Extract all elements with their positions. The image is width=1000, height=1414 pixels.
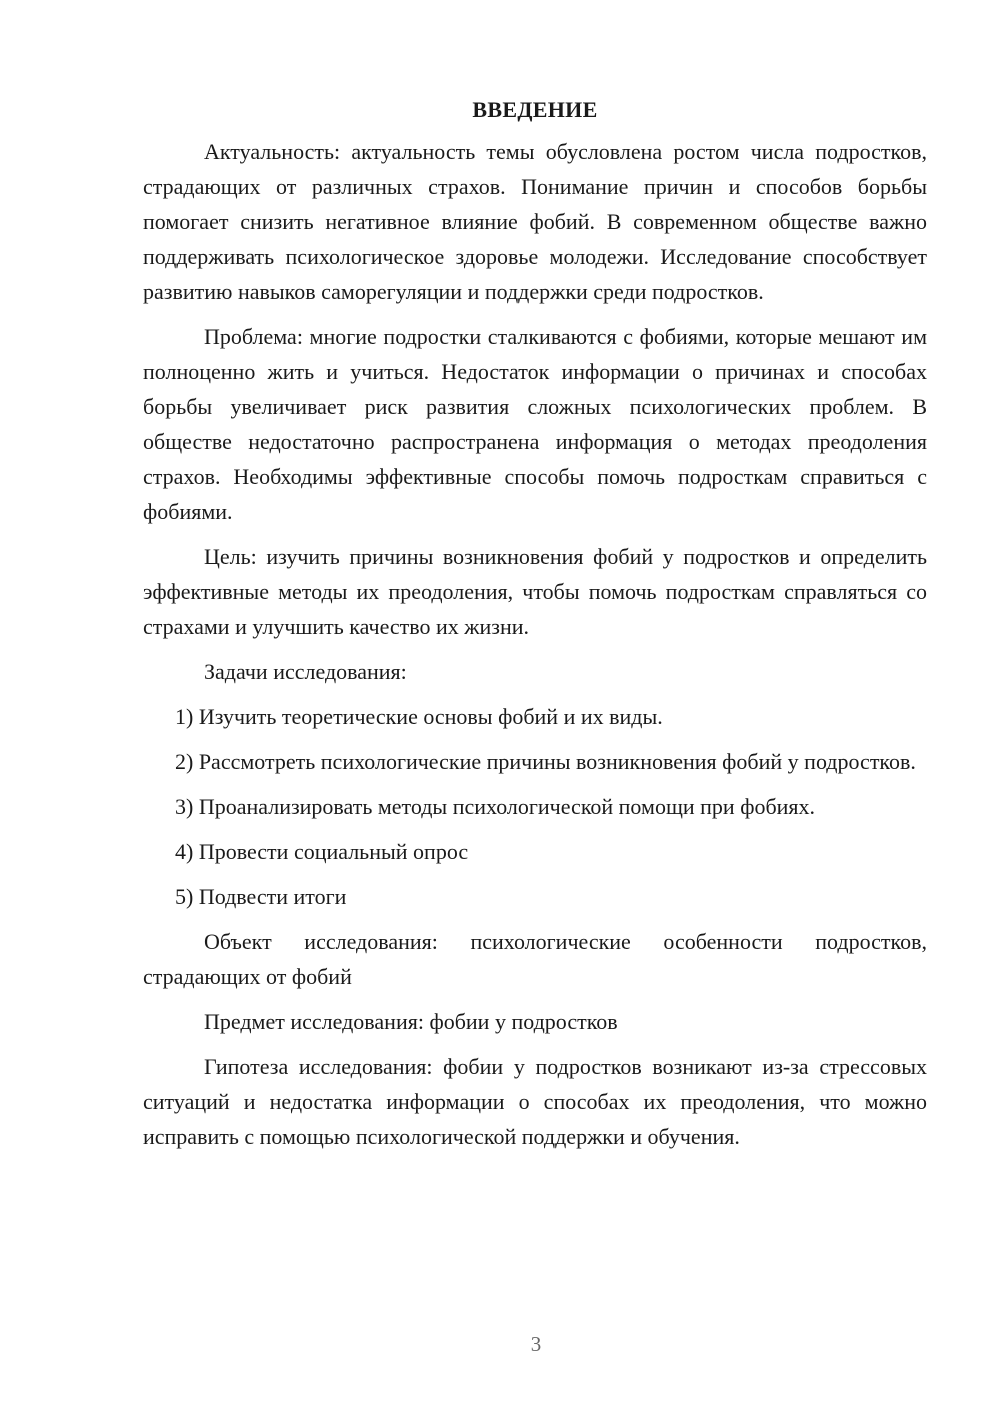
paragraph-hypothesis: Гипотеза исследования: фобии у подростков возникают из-за стрессовых ситуаций и недостатка информации о способах их преодоления, что можно исправить с помощью психологической поддержки и обучения. bbox=[143, 1054, 927, 1149]
page-title: ВВЕДЕНИЕ bbox=[472, 97, 598, 122]
paragraph-goal: Цель: изучить причины возникновения фобий у подростков и определить эффективные методы их преодоления, чтобы помочь подросткам справляться со страхами и улучшить качество их жизни. bbox=[143, 544, 927, 639]
page-number: 3 bbox=[530, 1332, 542, 1356]
paragraph-object: Объект исследования: психологические особенности подростков, страдающих от фобий bbox=[143, 929, 927, 989]
task-item-3: 3) Проанализировать методы психологической помощи при фобиях. bbox=[175, 794, 816, 819]
task-item-2: 2) Рассмотреть психологические причины возникновения фобий у подростков. bbox=[175, 749, 916, 774]
task-item-5: 5) Подвести итоги bbox=[175, 884, 347, 909]
task-item-1: 1) Изучить теоретические основы фобий и их виды. bbox=[175, 704, 663, 729]
document-page bbox=[143, 92, 927, 1164]
paragraph-problem: Проблема: многие подростки сталкиваются с фобиями, которые мешают им полноценно жить и учиться. Недостаток информации о причинах и способах борьбы увеличивает риск развития сложных психологических проблем. В обществе недостаточно распространена информация о методах преодоления страхов. Необходимы эффективные способы помочь подросткам справиться с фобиями. bbox=[143, 324, 927, 524]
paragraph-subject: Предмет исследования: фобии у подростков bbox=[204, 1009, 618, 1034]
paragraph-tasks-heading: Задачи исследования: bbox=[204, 659, 407, 684]
paragraph-relevance: Актуальность: актуальность темы обусловлена ростом числа подростков, страдающих от различных страхов. Понимание причин и способов борьбы помогает снизить негативное влияние фобий. В современном обществе важно поддерживать психологическое здоровье молодежи. Исследование способствует развитию навыков саморегуляции и поддержки среди подростков. bbox=[143, 139, 927, 304]
task-item-4: 4) Провести социальный опрос bbox=[175, 839, 469, 864]
